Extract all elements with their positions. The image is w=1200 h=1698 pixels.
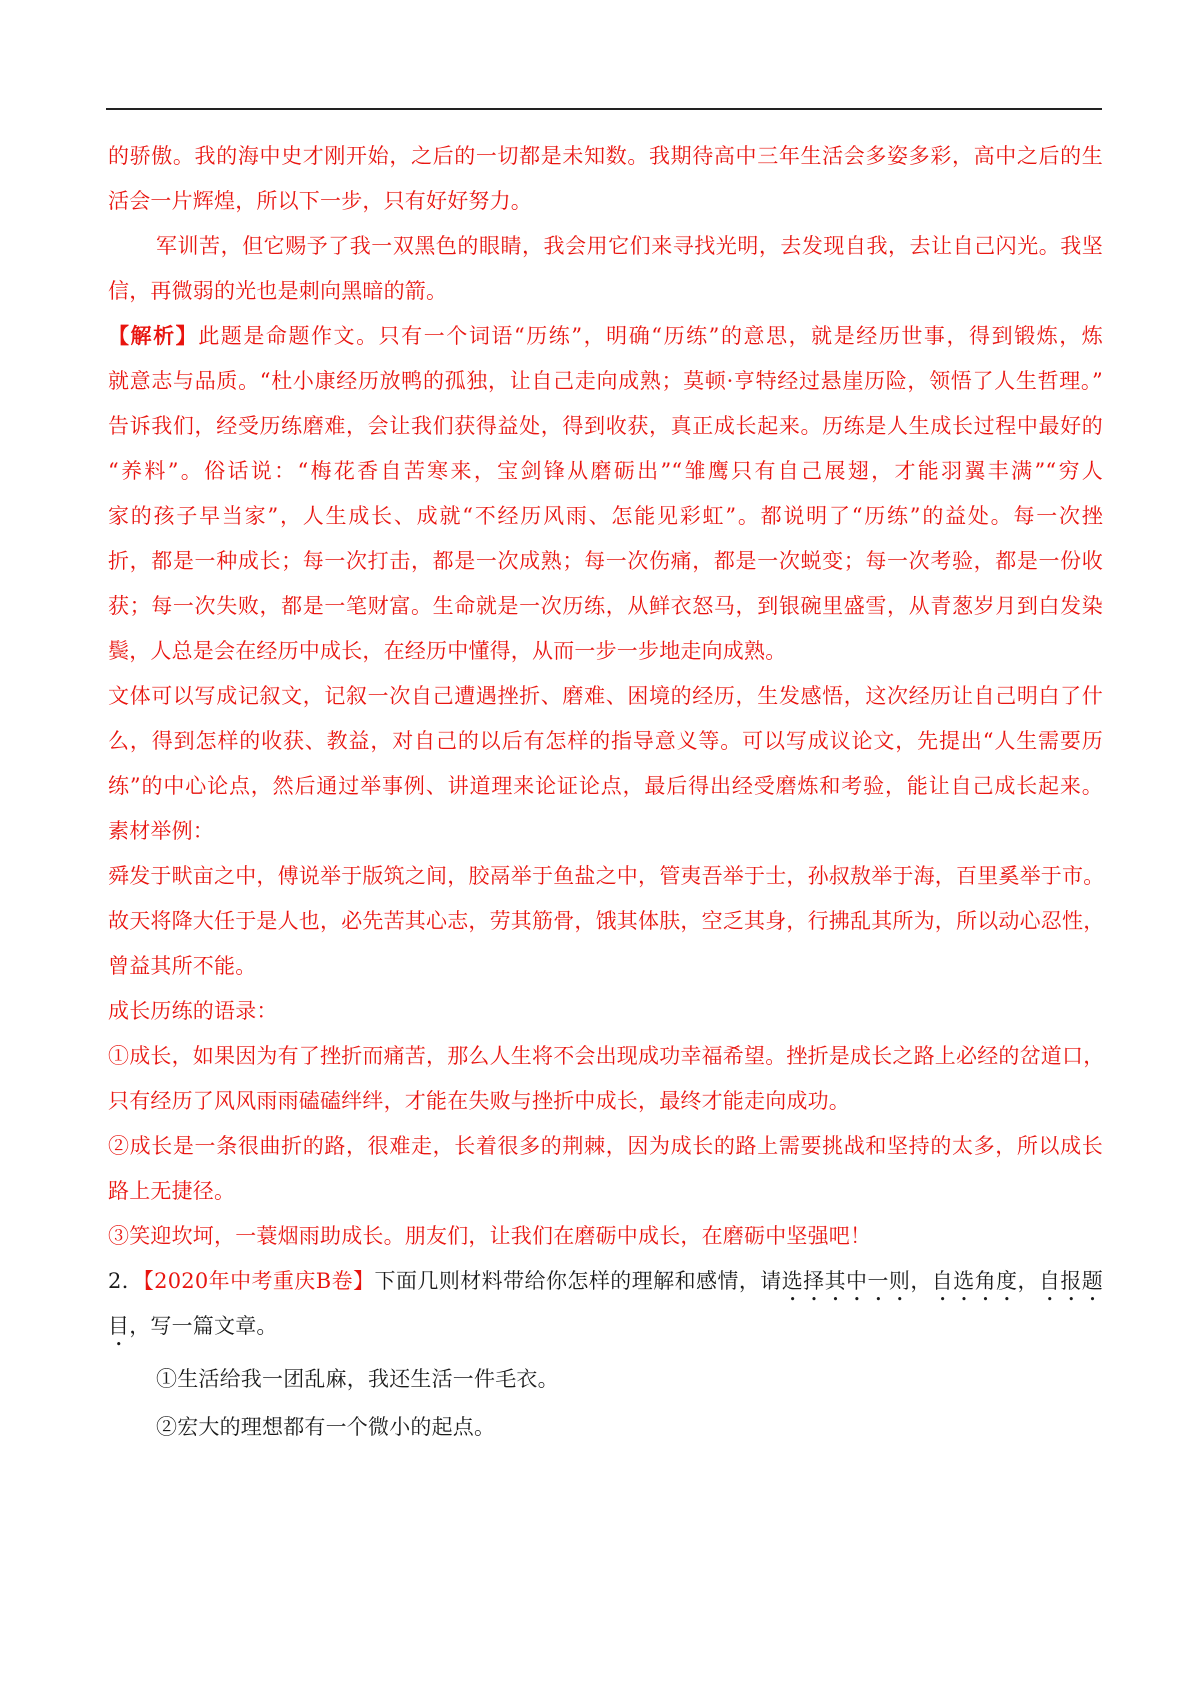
guide-line: 练”的中心论点，然后通过举事例、讲道理来论证论点，最后得出经受磨炼和考验，能让自己成长起来。 bbox=[108, 774, 1103, 798]
material-line: 故天将降大任于是人也，必先苦其心志，劳其筋骨，饿其体肤，空乏其身，行拂乱其所为，所以动心忍性， bbox=[108, 909, 1105, 933]
analysis-line: 告诉我们，经受历练磨难，会让我们获得益处，得到收获，真正成长起来。历练是人生成长过程中最好的 bbox=[108, 414, 1103, 438]
analysis-line bbox=[108, 321, 1103, 351]
analysis-line: 获；每一次失败，都是一笔财富。生命就是一次历练，从鲜衣怒马，到银碗里盛雪，从青葱岁月到白发染 bbox=[108, 594, 1103, 618]
material-line: 曾益其所不能。 bbox=[108, 954, 257, 978]
analysis-text: 此题是命题作文。只有一个词语“历练”，明确“历练”的意思，就是经历世事，得到锻炼，炼 bbox=[198, 324, 1103, 348]
quote-line: ①成长，如果因为有了挫折而痛苦，那么人生将不会出现成功幸福希望。挫折是成长之路上必经的岔道口， bbox=[108, 1044, 1105, 1068]
material-heading: 素材举例： bbox=[108, 819, 214, 843]
material-line: 舜发于畎亩之中，傅说举于版筑之间，胶鬲举于鱼盐之中，管夷吾举于士，孙叔敖举于海，百里奚举于市。 bbox=[108, 864, 1105, 888]
essay-line: 活会一片辉煌，所以下一步，只有好好努力。 bbox=[108, 189, 532, 213]
emphasis-text: 自报题 bbox=[1038, 1269, 1103, 1293]
analysis-line: 鬓，人总是会在经历中成长，在经历中懂得，从而一步一步地走向成熟。 bbox=[108, 639, 787, 663]
header-rule bbox=[106, 108, 1102, 110]
question-number: 2． bbox=[108, 1269, 144, 1293]
question-line bbox=[108, 1311, 1103, 1351]
quote-line: ②成长是一条很曲折的路，很难走，长着很多的荆棘，因为成长的路上需要挑战和坚持的太多，所以成长 bbox=[108, 1134, 1103, 1158]
emphasis-text: 自选角度 bbox=[931, 1269, 1018, 1293]
emphasis-text: 选择其中一则 bbox=[781, 1269, 911, 1293]
analysis-tag: 【解析】 bbox=[108, 323, 199, 348]
analysis-line: 就意志与品质。“杜小康经历放鸭的孤独，让自己走向成熟；莫顿·亨特经过悬崖历险，领悟了人生哲理。” bbox=[108, 369, 1103, 393]
quotes-heading: 成长历练的语录： bbox=[108, 999, 278, 1023]
analysis-line: “养料”。俗话说：“梅花香自苦寒来，宝剑锋从磨砺出”“雏鹰只有自己展翅，才能羽翼丰满”“穷人 bbox=[108, 459, 1103, 483]
guide-line: 文体可以写成记叙文，记叙一次自己遭遇挫折、磨难、困境的经历，生发感悟，这次经历让自己明白了什 bbox=[108, 684, 1103, 708]
essay-line: 信，再微弱的光也是刺向黑暗的箭。 bbox=[108, 279, 448, 303]
essay-line: 的骄傲。我的海中史才刚开始，之后的一切都是未知数。我期待高中三年生活会多姿多彩，高中之后的生 bbox=[108, 144, 1103, 168]
question-prompt: 下面几则材料带给你怎样的理解和感情，请 bbox=[374, 1269, 782, 1293]
quote-line: 路上无捷径。 bbox=[108, 1179, 236, 1203]
question-source: 【2020年中考重庆B卷】 bbox=[143, 1269, 375, 1293]
guide-line: 么，得到怎样的收获、教益，对自己的以后有怎样的指导意义等。可以写成议论文，先提出“人生需要历 bbox=[108, 729, 1103, 753]
question-material: ①生活给我一团乱麻，我还生活一件毛衣。 bbox=[156, 1367, 559, 1391]
question-prompt: ， bbox=[910, 1269, 932, 1293]
quote-line: ③笑迎坎坷，一蓑烟雨助成长。朋友们，让我们在磨砺中成长，在磨砺中坚强吧！ bbox=[108, 1224, 872, 1248]
question-prompt: ， bbox=[1017, 1269, 1039, 1293]
question-material: ②宏大的理想都有一个微小的起点。 bbox=[156, 1415, 496, 1439]
question-prompt: ，写一篇文章。 bbox=[129, 1314, 278, 1338]
quote-line: 只有经历了风风雨雨磕磕绊绊，才能在失败与挫折中成长，最终才能走向成功。 bbox=[108, 1089, 850, 1113]
essay-line: 军训苦，但它赐予了我一双黑色的眼睛，我会用它们来寻找光明，去发现自我，去让自己闪光。我坚 bbox=[156, 234, 1103, 258]
question-line bbox=[108, 1266, 1103, 1306]
analysis-line: 折，都是一种成长；每一次打击，都是一次成熟；每一次伤痛，都是一次蜕变；每一次考验，都是一份收 bbox=[108, 549, 1103, 573]
emphasis-text: 目 bbox=[108, 1314, 130, 1338]
analysis-line: 家的孩子早当家”，人生成长、成就“不经历风雨、怎能见彩虹”。都说明了“历练”的益处。每一次挫 bbox=[108, 504, 1103, 528]
